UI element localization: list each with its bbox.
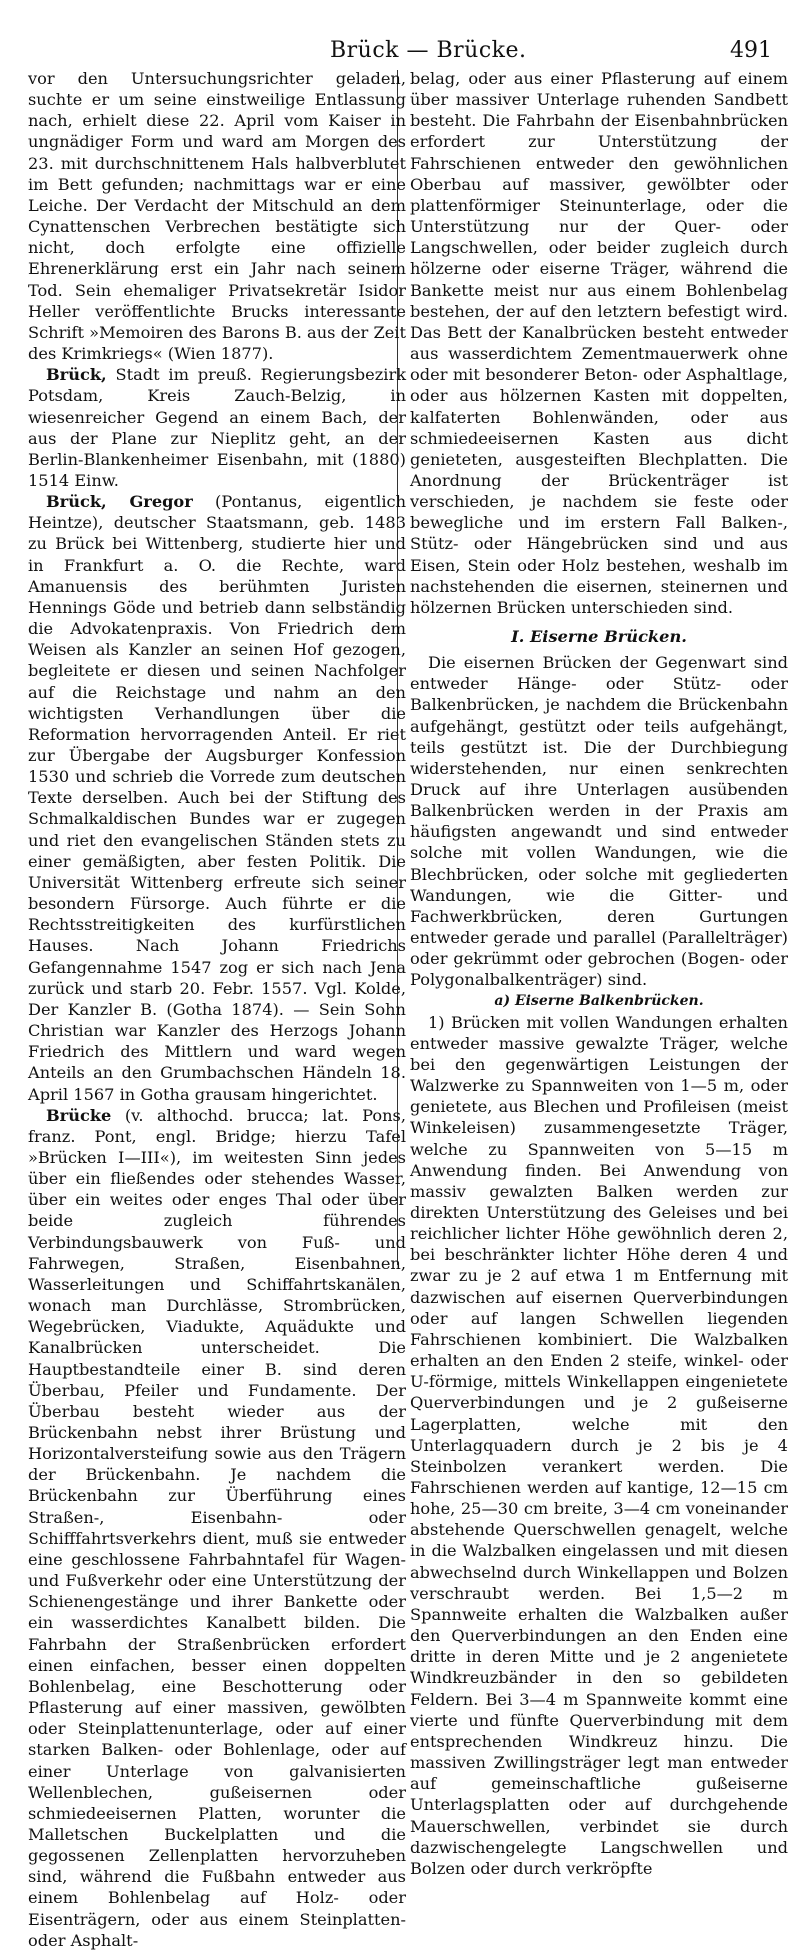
- paragraph-bruck-continued: vor den Untersuchungsrichter geladen, suchte er um seine einstweilige Entlassung nach, erhielt diese 22. April vom Kaiser in ungnädiger Form und ward am Morgen des 23. mit durchschnittenem Hals halbverblutet im Bett gefunden; nachmittags war er eine Leiche. Der Verdacht der Mitschuld an dem Cynattenschen Verbrechen bestätigte sich nicht, doch erfolgte eine offizielle Ehrenerklärung erst ein Jahr nach seinem Tod. Sein ehemaliger Privatsekretär Isidor Heller veröffentlichte Brucks interessante Schrift »Memoiren des Barons B. aus der Zeit des Krimkriegs« (Wien 1877).: [28, 69, 406, 364]
- entry-text: (v. althochd. brucca; lat. Pons, franz. Pont, engl. Bridge; hierzu Tafel »Brücken I—III«), im weitesten Sinn jedes über ein fließendes oder stehendes Wasser, über ein weites oder enges Thal oder über beide zugleich führendes Verbindungsbauwerk von Fuß- und Fahrwegen, Straßen, Eisenbahnen, Wasserleitungen und Schiffahrtskanälen, wonach man Durchlässe, Strombrücken, Wegebrücken, Viadukte, Aquädukte und Kanalbrücken unterscheidet. Die Hauptbestandteile einer B. sind deren Überbau, Pfeiler und Fundamente. Der Überbau besteht wieder aus der Brückenbahn nebst ihrer Brüstung und Horizontalversteifung sowie aus den Trägern der Brückenbahn. Je nachdem die Brückenbahn zur Überführung eines Straßen-, Eisenbahn- oder Schifffahrtsverkehrs dient, muß sie entweder eine geschlossene Fahrbahntafel für Wagen- und Fußverkehr oder eine Unterstützung der Schienengestänge und ihrer Bankette oder ein wasserdichtes Kanalbett bilden. Die Fahrbahn der Straßenbrücken erfordert einen einfachen, besser einen doppelten Bohlenbelag, eine Beschotterung oder Pflasterung auf einer massiven, gewölbten oder Steinplattenunterlage, oder auf einer starken Balken- oder Bohlenlage, oder auf einer Unterlage von galvanisierten Wellenblechen, gußeisernen oder schmiedeeisernen Platten, worunter die Malletschen Buckelplatten und die gegossenen Zellenplatten hervorzuheben sind, während die Fußbahn entweder aus einem Bohlenbelag auf Holz- oder Eisenträgern, oder aus einem Steinplatten- oder Asphalt-: [28, 1105, 406, 1950]
- entry-headword: Brück,: [46, 365, 107, 385]
- entry-headword: Brücke: [46, 1105, 112, 1125]
- entry-bruck-town: [28, 364, 406, 491]
- paragraph-volle-wandungen: 1) Brücken mit vollen Wandungen erhalten entweder massive gewalzte Träger, welche bei den gegenwärtigen Leistungen der Walzwerke zu Spannweiten von 1—5 m, oder genietete, aus Blechen und Profileisen (meist Winkeleisen) zusammengesetzte Träger, welche zu Spannweiten von 5—15 m Anwendung finden. Bei Anwendung von massiv gewalzten Balken werden zur direkten Unterstützung des Geleises und bei reichlicher lichter Höhe gewöhnlich deren 2, bei beschränkter lichter Höhe deren 4 und zwar zu je 2 auf etwa 1 m Entfernung mit dazwischen auf eisernen Querverbindungen oder auf langen Schwellen liegenden Fahrschienen kombiniert. Die Walzbalken erhalten an den Enden 2 steife, winkel- oder U-förmige, mittels Winkellappen eingenietete Querverbindungen und je 2 gußeiserne Lagerplatten, welche mit den Unterlagquadern durch je 2 bis je 4 Steinbolzen verankert werden. Die Fahrschienen werden auf kantige, 12—15 cm hohe, 25—30 cm breite, 3—4 cm voneinander abstehende Querschwellen genagelt, welche in die Walzbalken eingelassen und mit diesen abwechselnd durch Winkellappen und Bolzen verschraubt werden. Bei 1,5—2 m Spannweite erhalten die Walzbalken außer den Querverbindungen an den Enden eine dritte in deren Mitte und je 2 angenietete Windkreuzbänder in den so gebildeten Feldern. Bei 3—4 m Spannweite kommt eine vierte und fünfte Querverbindung mit dem entsprechenden Windkreuz hinzu. Die massiven Zwillingsträger legt man entweder auf gemeinschaftliche gußeiserne Unterlagsplatten oder auf durchgehende Mauerschwellen, verbindet sie durch dazwischengelegte Langschwellen und Bolzen oder durch verkröpfte: [410, 1012, 788, 1878]
- subsection-heading: a) Eiserne Balkenbrücken.: [494, 992, 704, 1009]
- paragraph-eiserne-brucken: Die eisernen Brücken der Gegenwart sind entweder Hänge- oder Stütz- oder Balkenbrücken, je nachdem die Brückenbahn aufgehängt, gestützt oder teils aufgehängt, teils gestützt ist. Die der Durchbiegung widerstehenden, nur einen senkrechten Druck auf ihre Unterlagen ausübenden Balkenbrücken werden in der Praxis am häufigsten angewandt und sind entweder solche mit vollen Wandungen, wie die Blechbrücken, oder solche mit gegliederten Wandungen, wie die Gitter- und Fachwerkbrücken, deren Gurtungen entweder gerade und parallel (Parallelträger) oder gekrümmt oder gebrochen (Bogen- oder Polygonalbalkenträger) sind.: [410, 653, 788, 990]
- page-number: 491: [730, 38, 772, 63]
- entry-text: (Pontanus, eigentlich Heintze), deutscher Staatsmann, geb. 1483 zu Brück bei Wittenberg, studierte hier und in Frankfurt a. O. die Rechte, ward Amanuensis des berühmten Juristen Hennings Göde und betrieb dann selbständig die Advokatenpraxis. Von Friedrich dem Weisen als Kanzler an seinen Hof gezogen, begleitete er diesen und seinen Nachfolger auf die Reichstage und nahm an den wichtigsten Verhandlungen über die Reformation hervorragenden Anteil. Er riet zur Übergabe der Augsburger Konfession 1530 und schrieb die Vorrede zum deutschen Texte derselben. Auch bei der Stiftung des Schmalkaldischen Bundes war er zugegen und riet den evangelischen Ständen stets zu einer gemäßigten, aber festen Politik. Die Universität Wittenberg erfreute sich seiner besondern Fürsorge. Auch führte er die Rechtsstreitigkeiten des kurfürstlichen Hauses. Nach Johann Friedrichs Gefangennahme 1547 zog er sich nach Jena zurück und starb 20. Febr. 1557. Vgl. Kolde, Der Kanzler B. (Gotha 1874). — Sein Sohn Christian war Kanzler des Herzogs Johann Friedrich des Mittlern und ward wegen Anteils an den Grumbachschen Händeln 18. April 1567 in Gotha grausam hingerichtet.: [28, 492, 406, 1104]
- entry-text: Stadt im preuß. Regierungsbezirk Potsdam, Kreis Zauch-Belzig, in wiesenreicher Gegend an einem Bach, der aus der Plane zur Nieplitz geht, an der Berlin-Blankenheimer Eisenbahn, mit (1880) 1514 Einw.: [28, 365, 406, 490]
- right-column: [410, 68, 788, 1878]
- entry-brucke: [28, 1105, 406, 1951]
- section-heading: I. Eiserne Brücken.: [511, 627, 687, 647]
- entry-bruck-gregor: [28, 491, 406, 1105]
- left-column: [28, 68, 406, 1950]
- entry-headword: Brück, Gregor: [46, 492, 193, 512]
- paragraph-brucke-continued: belag, oder aus einer Pflasterung auf einem über massiver Unterlage ruhenden Sandbett besteht. Die Fahrbahn der Eisenbahnbrücken erfordert zur Unterstützung der Fahrschienen entweder den gewöhnlichen Oberbau auf massiver, gewölbter oder plattenförmiger Steinunterlage, oder die Unterstützung nur der Quer- oder Langschwellen, oder beider zugleich durch hölzerne oder eiserne Träger, während die Bankette meist nur aus einem Bohlenbelag bestehen, der auf den letztern befestigt wird. Das Bett der Kanalbrücken besteht entweder aus wasserdichtem Zementmauerwerk ohne oder mit besonderer Beton- oder Asphaltlage, oder aus hölzernen Kasten mit doppelten, kalfaterten Bohlenwänden, oder aus schmiedeeisernen Kasten aus dicht genieteten, ausgesteiften Blechplatten. Die Anordnung der Brückenträger ist verschieden, je nachdem sie feste oder bewegliche und im erstern Fall Balken-, Stütz- oder Hängebrücken sind und aus Eisen, Stein oder Holz bestehen, weshalb im nachstehenden die eisernen, steinernen und hölzernen Brücken unterschieden sind.: [410, 69, 788, 617]
- running-title: Brück — Brücke.: [330, 38, 527, 63]
- page-header: [0, 30, 800, 70]
